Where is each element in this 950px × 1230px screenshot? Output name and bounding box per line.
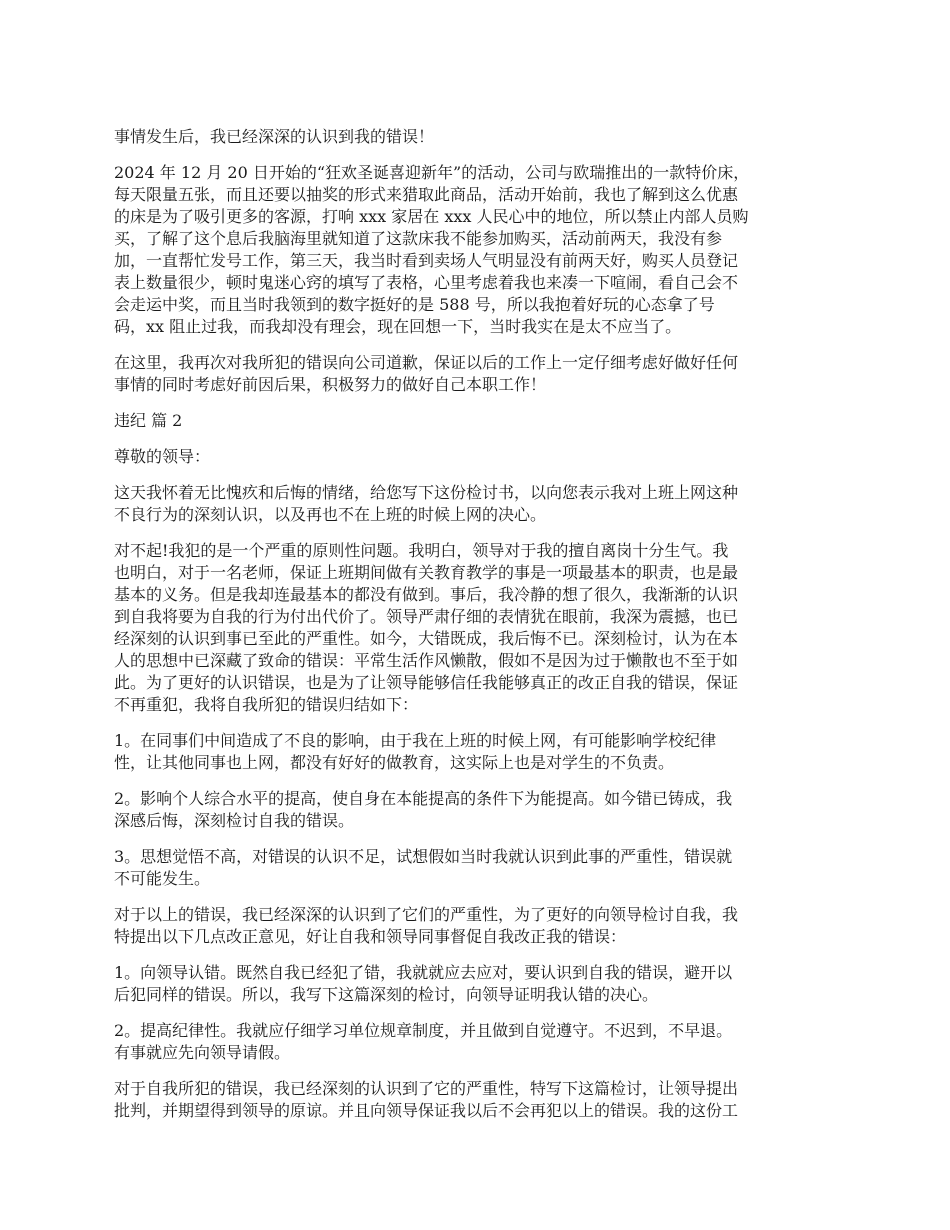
- text-line: 到自我将要为自我的行为付出代价了。领导严肃仔细的表情犹在眼前，我深为震撼，也已: [114, 607, 739, 626]
- text-line: 码，xx 阻止过我，而我却没有理会，现在回想一下，当时我实在是太不应当了。: [114, 317, 682, 336]
- paragraph: [114, 904, 840, 948]
- text-line: 深感后悔，深刻检讨自我的错误。: [114, 811, 355, 830]
- text-line: 批判，并期望得到领导的原谅。并且向领导保证我以后不会再犯以上的错误。我的这份工: [114, 1101, 739, 1120]
- text-line: 尊敬的领导：: [114, 447, 211, 466]
- document-body: [114, 126, 840, 1136]
- paragraph: [114, 1078, 840, 1122]
- text-line: 2024 年 12 月 20 日开始的“狂欢圣诞喜迎新年”的活动，公司与欧瑞推出的一款特价床，: [114, 163, 750, 182]
- text-line: 基本的义务。但是我却连最基本的都没有做到。事后，我冷静的想了很久，我渐渐的认识: [114, 585, 739, 604]
- text-line: 对于以上的错误，我已经深深的认识到了它们的严重性，为了更好的向领导检讨自我，我: [114, 905, 739, 924]
- text-line: 人的思想中已深藏了致命的错误：平常生活作风懒散，假如不是因为过于懒散也不至于如: [114, 651, 739, 670]
- paragraph: [114, 352, 840, 396]
- text-line: 在这里，我再次对我所犯的错误向公司道歉，保证以后的工作上一定仔细考虑好做好任何: [114, 353, 739, 372]
- paragraph: [114, 162, 840, 338]
- text-line: 2。影响个人综合水平的提高，使自身在本能提高的条件下为能提高。如今错已铸成，我: [114, 789, 733, 808]
- text-line: 的床是为了吸引更多的客源，打响 xxx 家居在 xxx 人民心中的地位，所以禁止内部人员购: [114, 207, 749, 226]
- paragraph: [114, 788, 840, 832]
- text-line: 表上数量很少，顿时鬼迷心窍的填写了表格，心里考虑着我也来凑一下喧闹，看自己会不: [114, 273, 739, 292]
- text-line: 这天我怀着无比愧疚和后悔的情绪，给您写下这份检讨书，以向您表示我对上班上网这种: [114, 483, 739, 502]
- paragraph: [114, 410, 840, 432]
- text-line: 1。在同事们中间造成了不良的影响，由于我在上班的时候上网，有可能影响学校纪律: [114, 731, 717, 750]
- text-line: 不再重犯，我将自我所犯的错误归结如下：: [114, 695, 419, 714]
- text-line: 对不起!我犯的是一个严重的原则性问题。我明白，领导对于我的擅自离岗十分生气。我: [114, 541, 729, 560]
- paragraph: [114, 846, 840, 890]
- text-line: 后犯同样的错误。所以，我写下这篇深刻的检讨，向领导证明我认错的决心。: [114, 985, 659, 1004]
- paragraph: [114, 126, 840, 148]
- text-line: 事情发生后，我已经深深的认识到我的错误！: [114, 127, 435, 146]
- paragraph: [114, 482, 840, 526]
- text-line: 1。向领导认错。既然自我已经犯了错，我就就应去应对，要认识到自我的错误，避开以: [114, 963, 733, 982]
- text-line: 对于自我所犯的错误，我已经深刻的认识到了它的严重性，特写下这篇检讨，让领导提出: [114, 1079, 739, 1098]
- text-line: 事情的同时考虑好前因后果，积极努力的做好自己本职工作！: [114, 375, 547, 394]
- text-line: 买，了解了这个息后我脑海里就知道了这款床我不能参加购买，活动前两天，我没有参: [114, 229, 723, 248]
- text-line: 也明白，对于一名老师，保证上班期间做有关教育教学的事是一项最基本的职责，也是最: [114, 563, 739, 582]
- text-line: 不可能发生。: [114, 869, 211, 888]
- text-line: 此。为了更好的认识错误，也是为了让领导能够信任我能够真正的改正自我的错误，保证: [114, 673, 739, 692]
- text-line: 会走运中奖，而且当时我领到的数字挺好的是 588 号，所以我抱着好玩的心态拿了号: [114, 295, 715, 314]
- paragraph: [114, 540, 840, 716]
- paragraph: [114, 446, 840, 468]
- text-line: 经深刻的认识到事已至此的严重性。如今，大错既成，我后悔不已。深刻检讨，认为在本: [114, 629, 739, 648]
- paragraph: [114, 730, 840, 774]
- paragraph: [114, 1020, 840, 1064]
- paragraph: [114, 962, 840, 1006]
- text-line: 性，让其他同事也上网，都没有好好的做教育，这实际上也是对学生的不负责。: [114, 753, 675, 772]
- text-line: 不良行为的深刻认识，以及再也不在上班的时候上网的决心。: [114, 505, 547, 524]
- text-line: 特提出以下几点改正意见，好让自我和领导同事督促自我改正我的错误：: [114, 927, 627, 946]
- text-line: 3。思想觉悟不高，对错误的认识不足，试想假如当时我就认识到此事的严重性，错误就: [114, 847, 733, 866]
- text-line: 违纪 篇 2: [114, 411, 183, 430]
- text-line: 每天限量五张，而且还要以抽奖的形式来猎取此商品，活动开始前，我也了解到这么优惠: [114, 185, 739, 204]
- text-line: 有事就应先向领导请假。: [114, 1043, 291, 1062]
- text-line: 加，一直帮忙发号工作，第三天，我当时看到卖场人气明显没有前两天好，购买人员登记: [114, 251, 739, 270]
- text-line: 2。提高纪律性。我就应仔细学习单位规章制度，并且做到自觉遵守。不迟到，不早退。: [114, 1021, 733, 1040]
